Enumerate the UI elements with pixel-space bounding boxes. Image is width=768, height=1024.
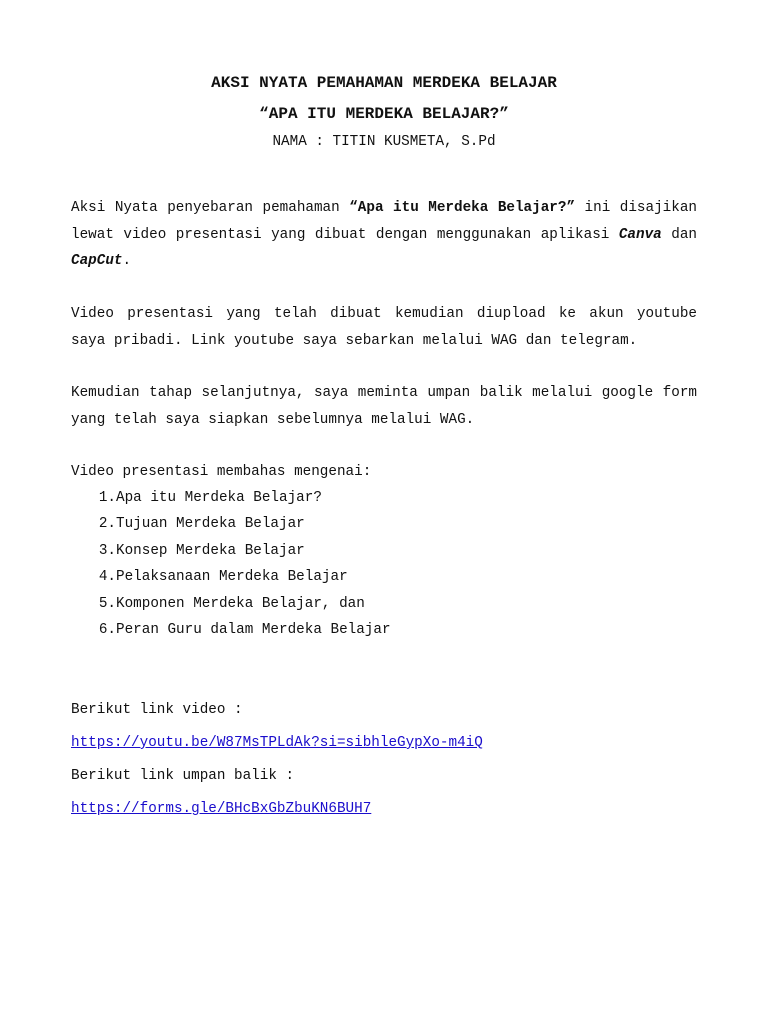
- feedback-link-label: Berikut link umpan balik :: [71, 768, 295, 784]
- list-number: 6.: [98, 621, 116, 638]
- list-item: [71, 538, 391, 564]
- document-subtitle-quote: “APA ITU MERDEKA BELAJAR?”: [259, 105, 509, 123]
- video-link-label: Berikut link video :: [71, 702, 243, 718]
- intro-text-2: ini disajikan lewat video presentasi yang dibuat dengan menggunakan aplikasi: [71, 200, 697, 243]
- list-text: Tujuan Merdeka Belajar: [116, 516, 305, 533]
- list-text: Apa itu Merdeka Belajar?: [116, 490, 322, 506]
- list-number: 5.: [98, 595, 116, 612]
- list-text: Pelaksanaan Merdeka Belajar: [116, 569, 348, 586]
- document-title: AKSI NYATA PEMAHAMAN MERDEKA BELAJAR: [211, 74, 557, 92]
- topic-list: [71, 485, 391, 643]
- app-name-capcut: CapCut: [71, 253, 123, 269]
- intro-paragraph: [71, 195, 697, 275]
- list-item: [71, 564, 391, 590]
- list-item: [71, 591, 391, 617]
- list-item: [71, 511, 391, 537]
- list-number: 1.: [98, 490, 116, 506]
- intro-text-1: Aksi Nyata penyebaran pemahaman: [71, 200, 350, 216]
- list-text: Peran Guru dalam Merdeka Belajar: [116, 621, 391, 638]
- topics-intro: Video presentasi membahas mengenai:: [71, 464, 372, 480]
- list-item: [71, 485, 391, 511]
- list-number: 3.: [98, 542, 116, 559]
- intro-text-4: .: [122, 253, 132, 269]
- feedback-form-link[interactable]: https://forms.gle/BHcBxGbZbuKN6BUH7: [71, 801, 372, 817]
- feedback-link-line: [71, 799, 371, 819]
- feedback-paragraph: Kemudian tahap selanjutnya, saya meminta umpan balik melalui google form yang telah saya siapkan sebelumnya melalui WAG.: [71, 385, 697, 428]
- list-number: 2.: [98, 516, 116, 533]
- list-text: Komponen Merdeka Belajar, dan: [116, 595, 365, 612]
- video-link-line: [71, 733, 483, 753]
- video-link[interactable]: https://youtu.be/W87MsTPLdAk?si=sibhleGypXo-m4iQ: [71, 735, 483, 751]
- list-text: Konsep Merdeka Belajar: [116, 542, 305, 559]
- list-item: [71, 617, 391, 643]
- list-number: 4.: [98, 569, 116, 586]
- app-name-canva: Canva: [618, 226, 662, 243]
- intro-text-3: dan: [661, 226, 697, 243]
- upload-paragraph: Video presentasi yang telah dibuat kemudian diupload ke akun youtube saya pribadi. Link youtube saya sebarkan melalui WAG dan telegram.: [71, 306, 697, 349]
- author-name: NAMA : TITIN KUSMETA, S.Pd: [272, 134, 496, 150]
- intro-bold-quote: “Apa itu Merdeka Belajar?”: [349, 200, 576, 216]
